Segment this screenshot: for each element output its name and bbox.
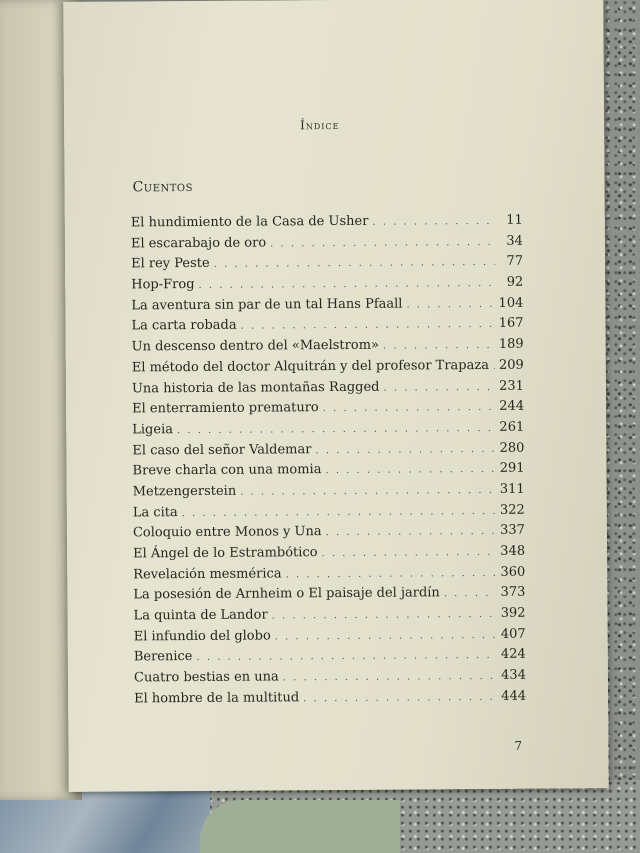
toc-entry-page: 92 [506,274,524,290]
toc-entry-page: 167 [498,316,524,332]
toc-entry-title: La aventura sin par de un tal Hans Pfaall [131,296,403,314]
toc-entry-page: 244 [499,398,525,415]
section-title: Cuentos [132,178,194,196]
toc-entry-page: 407 [500,626,526,642]
toc-leader-dots [275,630,497,643]
toc-entry-page: 11 [506,212,523,228]
toc-leader-dots [406,299,494,311]
toc-entry-page: 311 [499,481,525,497]
toc-entry-page: 209 [498,357,524,373]
toc-entry-page: 348 [500,543,526,559]
toc-entry [132,378,524,401]
toc-entry-title: El hundimiento de la Casa de Usher [130,213,369,231]
toc-leader-dots [326,526,497,538]
toc-entry-page: 434 [501,667,527,683]
toc-entry [132,420,524,443]
toc-leader-dots [182,506,496,519]
toc-entry [134,647,526,670]
toc-entry-title: Un descenso dentro del «Maelstrom» [131,337,380,355]
toc-entry-title: El método del doctor Alquitrán y del profesor Trapaza [131,357,490,376]
toc-entry-page: 444 [501,688,527,704]
toc-entry-title: Revelación mesmérica [133,566,282,583]
toc-leader-dots [286,568,497,580]
toc-entry-title: Berenice [133,649,193,665]
toc-entry-title: Ligeia [132,422,174,438]
toc-entry-title: La posesión de Arnheim o El paisaje del jardín [133,585,440,603]
toc-entry-title: Metzengerstein [132,483,237,500]
toc-leader-dots [493,361,495,372]
toc-entry-title: La quinta de Landor [133,607,268,624]
toc-entry-title: El caso del señor Valdemar [132,441,312,458]
toc-entry [132,399,524,422]
toc-entry [133,502,525,525]
toc-entry-title: El enterramiento prematuro [132,400,319,417]
toc-leader-dots [325,464,495,476]
toc-entry [131,295,523,318]
toc-leader-dots [270,237,495,250]
toc-leader-dots [283,671,497,683]
toc-entry [133,585,525,608]
toc-entry-page: 291 [499,460,525,477]
toc-leader-dots [322,547,497,559]
toc-entry [131,316,523,339]
toc-entry [133,523,525,546]
toc-entry-page: 231 [499,378,524,394]
page-number: 7 [514,738,523,753]
toc-leader-dots [240,485,496,498]
toc-entry-title: Breve charla con una momia [132,462,322,479]
toc-entry-page: 373 [500,585,526,601]
toc-leader-dots [383,340,495,352]
toc-leader-dots [196,650,497,663]
toc-leader-dots [241,319,495,332]
toc-leader-dots [372,216,494,228]
toc-entry-title: Hop-Frog [131,277,195,293]
toc-entry-title: Coloquio entre Monos y Una [132,524,322,541]
toc-leader-dots [383,381,495,393]
toc-entry-title: Una historia de las montañas Ragged [131,379,380,396]
toc-entry [134,688,526,711]
toc-entry-page: 360 [500,564,526,580]
toc-leader-dots [177,423,496,436]
toc-entry [133,606,525,629]
toc-entry-title: El infundio del globo [133,628,271,645]
toc-entry-page: 337 [500,522,526,539]
toc-entry-title: La carta robada [131,318,237,334]
table-of-contents [131,213,526,712]
toc-entry-page: 261 [499,419,525,435]
toc-entry-page: 280 [499,440,525,456]
toc-entry [133,564,525,587]
toc-entry [133,544,525,567]
toc-entry [132,440,524,463]
toc-entry [134,626,526,649]
toc-entry [133,482,525,505]
toc-leader-dots [303,692,497,704]
toc-leader-dots [198,278,495,291]
toc-entry-title: El rey Peste [131,256,210,272]
toc-entry-page: 392 [500,605,526,621]
book-page [63,0,609,792]
toc-entry-page: 77 [506,254,524,270]
background-cloth [200,800,400,853]
toc-entry-page: 322 [499,502,525,518]
toc-entry [131,254,523,277]
toc-entry [134,668,526,691]
toc-leader-dots [323,402,496,414]
toc-entry-title: El Ángel de lo Estrambótico [133,545,318,562]
toc-entry-title: La cita [132,504,178,521]
toc-entry [132,461,524,484]
toc-entry-page: 34 [506,233,523,249]
toc-entry-page: 104 [498,295,524,311]
toc-entry [131,233,523,256]
toc-leader-dots [272,609,497,622]
toc-entry-title: El hombre de la multitud [134,690,300,707]
toc-entry [132,337,524,360]
page-heading: Índice [300,117,340,133]
toc-entry-page: 424 [500,647,526,663]
toc-leader-dots [444,588,497,599]
toc-entry [131,213,523,236]
toc-entry [132,358,524,381]
toc-entry-page: 189 [498,336,524,352]
toc-entry-title: Cuatro bestias en una [133,669,279,686]
toc-leader-dots [315,443,495,455]
toc-entry-title: El escarabajo de oro [130,235,267,252]
toc-entry [131,275,523,298]
toc-leader-dots [214,257,495,270]
